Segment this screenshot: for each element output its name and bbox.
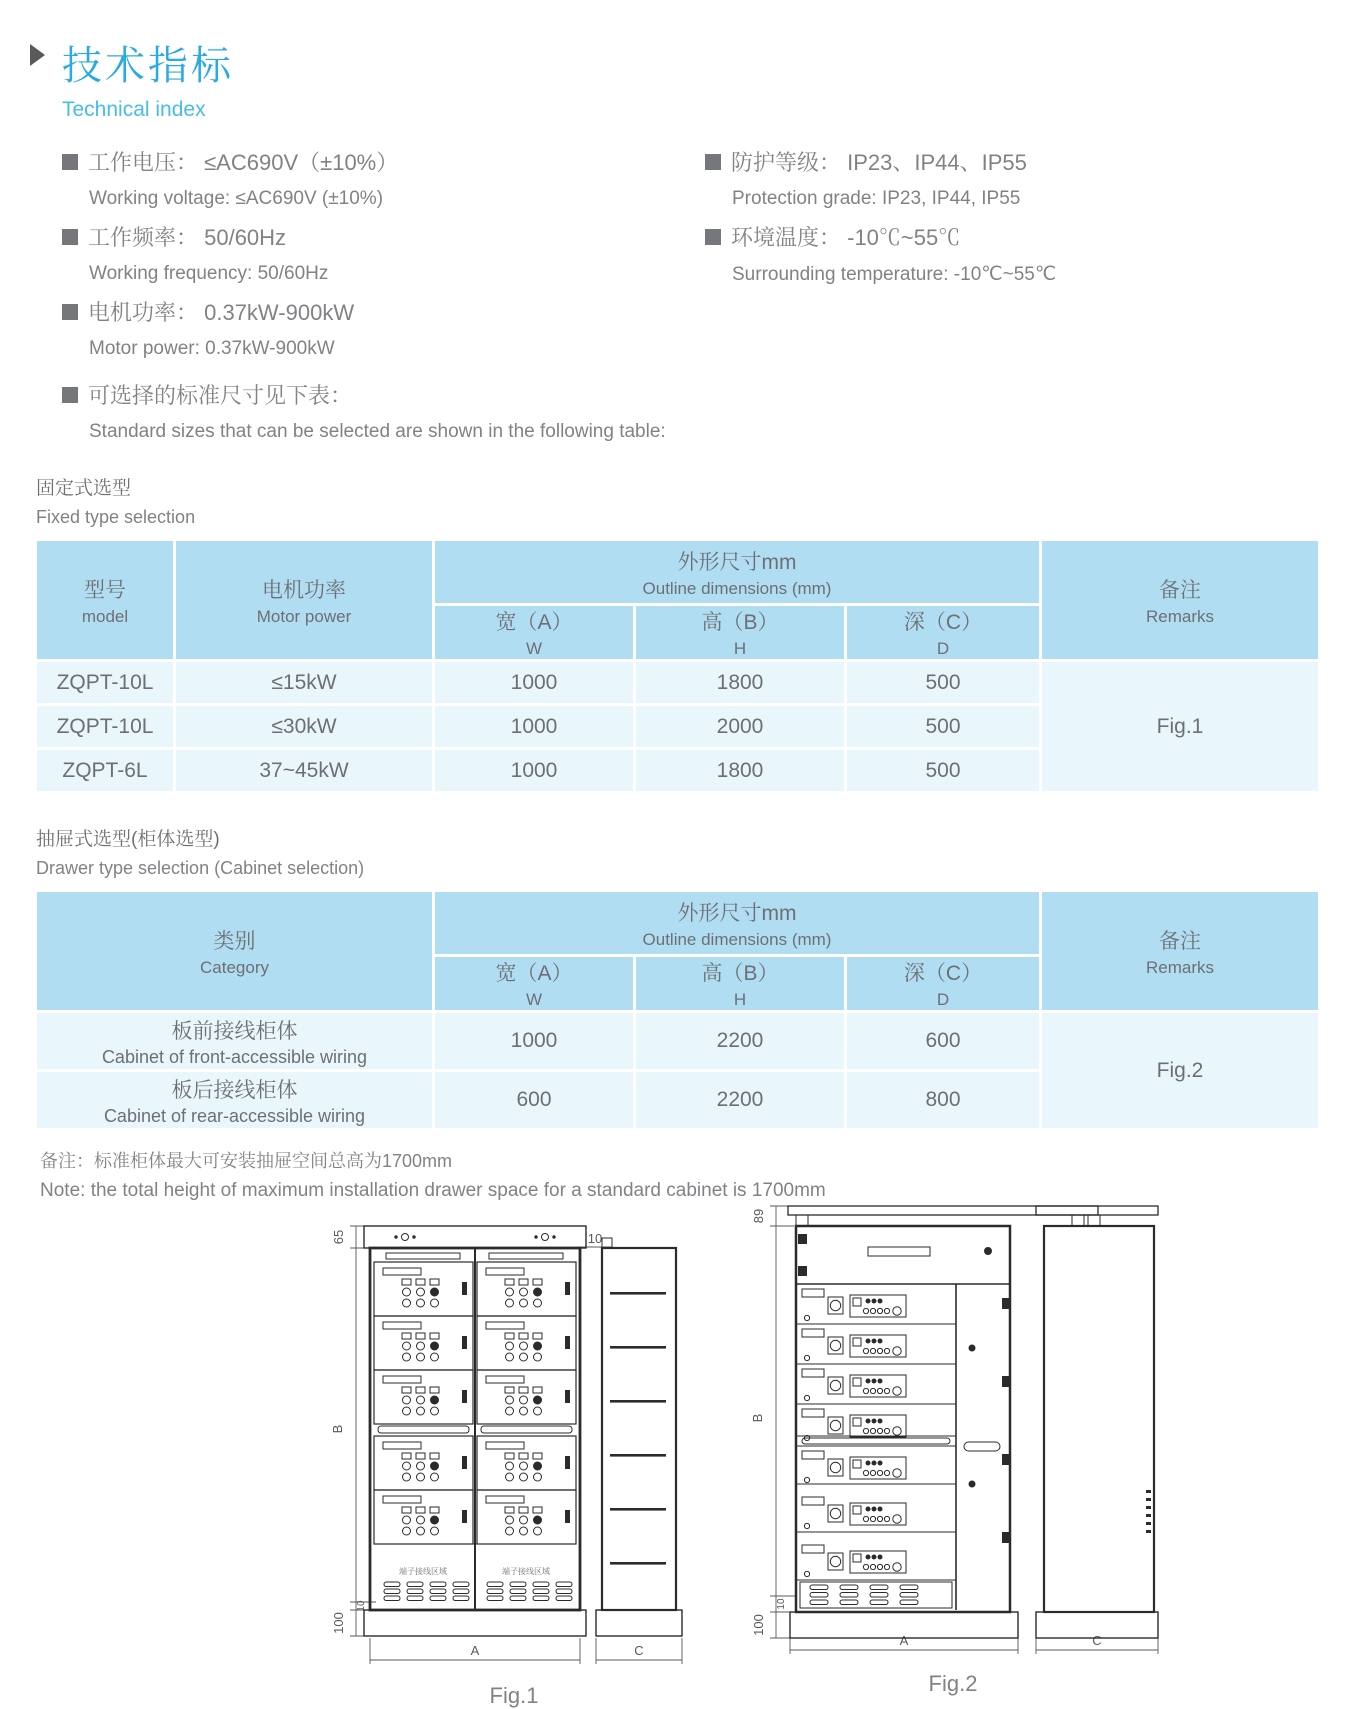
cell-remark: Fig.1 — [1042, 662, 1318, 791]
cell-height: 1800 — [636, 662, 844, 703]
fig1-dim-depth: C — [634, 1643, 644, 1658]
spec-item-protection-grade — [705, 146, 1056, 210]
fig1-terminal-label: 端子接线区域 — [502, 1567, 550, 1576]
th-height: 高（B） H — [636, 957, 844, 1010]
spec-en-text: Working voltage: ≤AC690V (±10%) — [89, 188, 384, 209]
cell-height: 1800 — [636, 750, 844, 791]
square-bullet-icon — [62, 387, 78, 403]
spec-cn-text: 电机功率： 0.37kW-900kW — [88, 300, 355, 325]
cell-width: 1000 — [435, 750, 633, 791]
cell-model: ZQPT-10L — [37, 706, 173, 747]
square-bullet-icon — [62, 229, 78, 245]
spec-item-surrounding-temperature — [705, 221, 1056, 286]
spec-cn-text: 工作电压： ≤AC690V（±10%） — [88, 150, 399, 175]
square-bullet-icon — [705, 229, 721, 245]
th-depth: 深（C） D — [847, 957, 1039, 1010]
table-header-row — [37, 541, 1318, 603]
th-remarks: 备注 Remarks — [1042, 541, 1318, 659]
fig1-dim-base: 100 — [331, 1612, 346, 1634]
fig1-dim-width: A — [470, 1643, 480, 1658]
spec-column-right — [705, 146, 1056, 371]
spec-cn-text: 可选择的标准尺寸见下表： — [88, 383, 353, 408]
fig2-dim-base: 100 — [751, 1614, 766, 1636]
spec-en-text: Surrounding temperature: -10℃~55℃ — [732, 264, 1057, 285]
spec-item-working-voltage — [62, 146, 705, 210]
fig2-caption: Fig.2 — [928, 1671, 978, 1696]
cell-category: 板后接线柜体 Cabinet of rear-accessible wiring — [37, 1072, 432, 1128]
th-width: 宽（A） W — [435, 606, 633, 659]
cell-power: ≤15kW — [176, 662, 432, 703]
fig1-dim-cap: 65 — [331, 1229, 346, 1245]
th-model: 型号 model — [37, 541, 173, 659]
cell-depth: 500 — [847, 750, 1039, 791]
fixed-section-label — [36, 473, 1357, 528]
spec-cn-text: 环境温度： -10℃~55℃ — [731, 225, 961, 250]
fig2-dim-cap: 89 — [751, 1208, 766, 1224]
th-motor-power: 电机功率 Motor power — [176, 541, 432, 659]
spec-item-motor-power — [62, 296, 705, 360]
page-header — [0, 0, 1357, 122]
spec-en-text: Standard sizes that can be selected are shown in the following table: — [89, 421, 666, 442]
th-category: 类别 Category — [37, 892, 432, 1010]
fig2-dim-height: B — [750, 1413, 765, 1423]
cell-depth: 800 — [847, 1072, 1039, 1128]
fig1-dim-height: B — [330, 1424, 345, 1434]
drawer-section-label — [36, 824, 1357, 879]
square-bullet-icon — [705, 154, 721, 170]
cell-depth: 500 — [847, 706, 1039, 747]
fig2-drawing — [738, 1192, 1168, 1664]
cell-width: 1000 — [435, 706, 633, 747]
drawer-section-cn: 抽屉式选型(柜体选型) — [36, 829, 220, 850]
th-outline-dimensions: 外形尺寸mm Outline dimensions (mm) — [435, 892, 1039, 954]
fixed-type-table — [34, 538, 1321, 794]
spec-en-text: Motor power: 0.37kW-900kW — [89, 338, 335, 359]
section-arrow-icon — [30, 44, 45, 66]
cell-power: ≤30kW — [176, 706, 432, 747]
th-depth: 深（C） D — [847, 606, 1039, 659]
table-row — [37, 1013, 1318, 1069]
table-row — [37, 662, 1318, 703]
drawer-type-table — [34, 889, 1321, 1131]
cell-depth: 500 — [847, 662, 1039, 703]
cell-depth: 600 — [847, 1013, 1039, 1069]
page-title: 技术指标 — [62, 44, 234, 88]
cell-width: 1000 — [435, 662, 633, 703]
footnote-cn: 备注：标准柜体最大可安装抽屉空间总高为1700mm — [40, 1151, 453, 1171]
spec-en-text: Protection grade: IP23, IP44, IP55 — [732, 188, 1021, 209]
fig2-dim-gap: 10 — [776, 1598, 787, 1610]
fig1-drawing — [330, 1214, 698, 1676]
cell-width: 600 — [435, 1072, 633, 1128]
figure-2 — [738, 1192, 1168, 1697]
fig2-dim-depth: C — [1092, 1633, 1102, 1648]
th-remarks: 备注 Remarks — [1042, 892, 1318, 1010]
square-bullet-icon — [62, 154, 78, 170]
footnote-en: Note: the total height of maximum installation drawer space for a standard cabinet is 1700mm — [40, 1180, 826, 1201]
cell-width: 1000 — [435, 1013, 633, 1069]
fig2-front-view — [788, 1206, 1098, 1638]
spec-column-left — [62, 146, 705, 371]
fig1-side-view — [596, 1238, 682, 1636]
spec-en-text: Working frequency: 50/60Hz — [89, 263, 329, 284]
spec-item-working-frequency — [62, 221, 705, 285]
fixed-section-cn: 固定式选型 — [36, 478, 132, 499]
figures-area — [330, 1208, 1357, 1709]
cell-model: ZQPT-10L — [37, 662, 173, 703]
table-header-row — [37, 892, 1318, 954]
spec-cn-text: 防护等级： IP23、IP44、IP55 — [731, 150, 1027, 175]
spec-list — [62, 146, 1357, 371]
th-outline-dimensions: 外形尺寸mm Outline dimensions (mm) — [435, 541, 1039, 603]
fig2-dim-width: A — [899, 1633, 909, 1648]
th-width: 宽（A） W — [435, 957, 633, 1010]
fig1-caption: Fig.1 — [489, 1683, 539, 1708]
figure-1 — [330, 1214, 698, 1709]
drawer-section-en: Drawer type selection (Cabinet selection) — [36, 858, 365, 878]
cell-model: ZQPT-6L — [37, 750, 173, 791]
fig1-dim-gap: 10 — [356, 1600, 367, 1612]
cell-height: 2000 — [636, 706, 844, 747]
cell-category: 板前接线柜体 Cabinet of front-accessible wiring — [37, 1013, 432, 1069]
cell-power: 37~45kW — [176, 750, 432, 791]
spec-cn-text: 工作频率： 50/60Hz — [88, 225, 287, 250]
spec-item-standard-sizes — [62, 379, 1357, 443]
page-subtitle: Technical index — [62, 98, 206, 121]
fig1-front-view — [364, 1226, 586, 1636]
fixed-section-en: Fixed type selection — [36, 507, 196, 527]
cell-height: 2200 — [636, 1013, 844, 1069]
fig1-terminal-label: 端子接线区域 — [399, 1567, 447, 1576]
cell-remark: Fig.2 — [1042, 1013, 1318, 1128]
square-bullet-icon — [62, 304, 78, 320]
th-height: 高（B） H — [636, 606, 844, 659]
fig1-dim-lip: 10 — [587, 1231, 603, 1246]
fig2-side-view — [1036, 1206, 1158, 1638]
cell-height: 2200 — [636, 1072, 844, 1128]
